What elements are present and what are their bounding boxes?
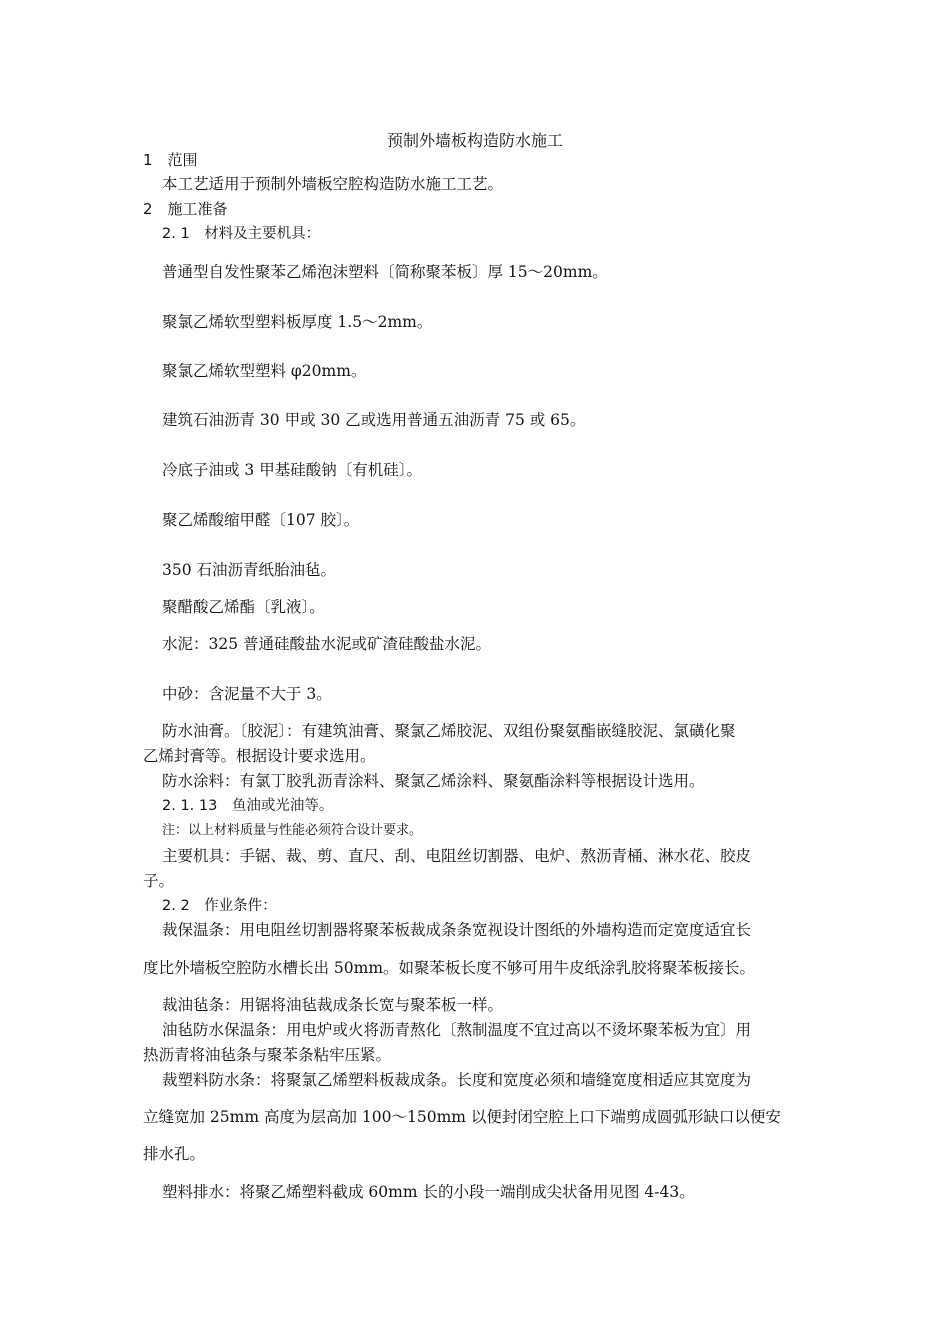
material-item: 中砂：含泥量不大于 3。	[162, 685, 332, 703]
material-item: 聚氯乙烯软型塑料 φ20mm。	[162, 362, 367, 380]
note-line: 注：以上材料质量与性能必须符合设计要求。	[162, 823, 423, 838]
material-item: 防水涂料：有氯丁胶乳沥青涂料、聚氯乙烯涂料、聚氨酯涂料等根据设计选用。	[162, 772, 705, 790]
paragraph-line: 子。	[143, 872, 175, 890]
condition-item: 塑料排水：将聚乙烯塑料截成 60mm 长的小段一端削成尖状备用见图 4-43。	[162, 1183, 695, 1201]
paragraph-line: 排水孔。	[143, 1145, 206, 1163]
material-item: 聚醋酸乙烯酯〔乳液〕。	[162, 598, 325, 616]
condition-item: 裁保温条：用电阻丝切割器将聚苯板裁成条条宽视设计图纸的外墙构造而定宽度适宜长	[162, 921, 752, 939]
subsection-heading: 2. 1. 13 鱼油或光油等。	[162, 798, 334, 814]
subsection-heading-materials: 2. 1 材料及主要机具：	[162, 226, 321, 242]
material-item: 建筑石油沥青 30 甲或 30 乙或选用普通五油沥青 75 或 65。	[162, 411, 586, 429]
paragraph-line: 乙烯封膏等。根据设计要求选用。	[143, 747, 376, 765]
material-item: 防水油膏。〔胶泥〕：有建筑油膏、聚氯乙烯胶泥、双组份聚氨酯嵌缝胶泥、氯磺化聚	[162, 722, 736, 740]
paragraph-line: 立缝宽加 25mm 高度为层高加 100～150mm 以便封闭空腔上口下端剪成圆弧形缺口以便安	[143, 1108, 781, 1126]
subsection-heading-conditions: 2. 2 作业条件：	[162, 898, 277, 914]
material-item: 350 石油沥青纸胎油毡。	[162, 561, 337, 579]
document-title: 预制外墙板构造防水施工	[386, 131, 563, 150]
condition-item: 裁油毡条：用锯将油毡裁成条长宽与聚苯板一样。	[162, 996, 504, 1014]
paragraph-line: 度比外墙板空腔防水槽长出 50mm。如聚苯板长度不够可用牛皮纸涂乳胶将聚苯板接长。	[143, 959, 756, 977]
material-item: 普通型自发性聚苯乙烯泡沫塑料〔简称聚苯板〕厚 15～20mm。	[162, 263, 608, 281]
tools-line: 主要机具：手锯、裁、剪、直尺、刮、电阻丝切割器、电炉、熬沥青桶、淋水花、胶皮	[162, 847, 752, 865]
paragraph-line: 本工艺适用于预制外墙板空腔构造防水施工工艺。	[162, 175, 504, 193]
material-item: 聚乙烯酸缩甲醛〔107 胶〕。	[162, 511, 360, 529]
condition-item: 油毡防水保温条：用电炉或火将沥青熬化〔熬制温度不宜过高以不烫坏聚苯板为宜〕用	[162, 1021, 752, 1039]
condition-item: 裁塑料防水条：将聚氯乙烯塑料板裁成条。长度和宽度必须和墙缝宽度相适应其宽度为	[162, 1071, 752, 1089]
section-heading-scope: 1 范围	[143, 151, 198, 169]
section-heading-preparation: 2 施工准备	[143, 200, 228, 218]
material-item: 聚氯乙烯软型塑料板厚度 1.5～2mm。	[162, 313, 433, 331]
material-item: 冷底子油或 3 甲基硅酸钠〔有机硅〕。	[162, 461, 422, 479]
material-item: 水泥：325 普通硅酸盐水泥或矿渣硅酸盐水泥。	[162, 635, 492, 653]
paragraph-line: 热沥青将油毡条与聚苯条粘牢压紧。	[143, 1046, 392, 1064]
